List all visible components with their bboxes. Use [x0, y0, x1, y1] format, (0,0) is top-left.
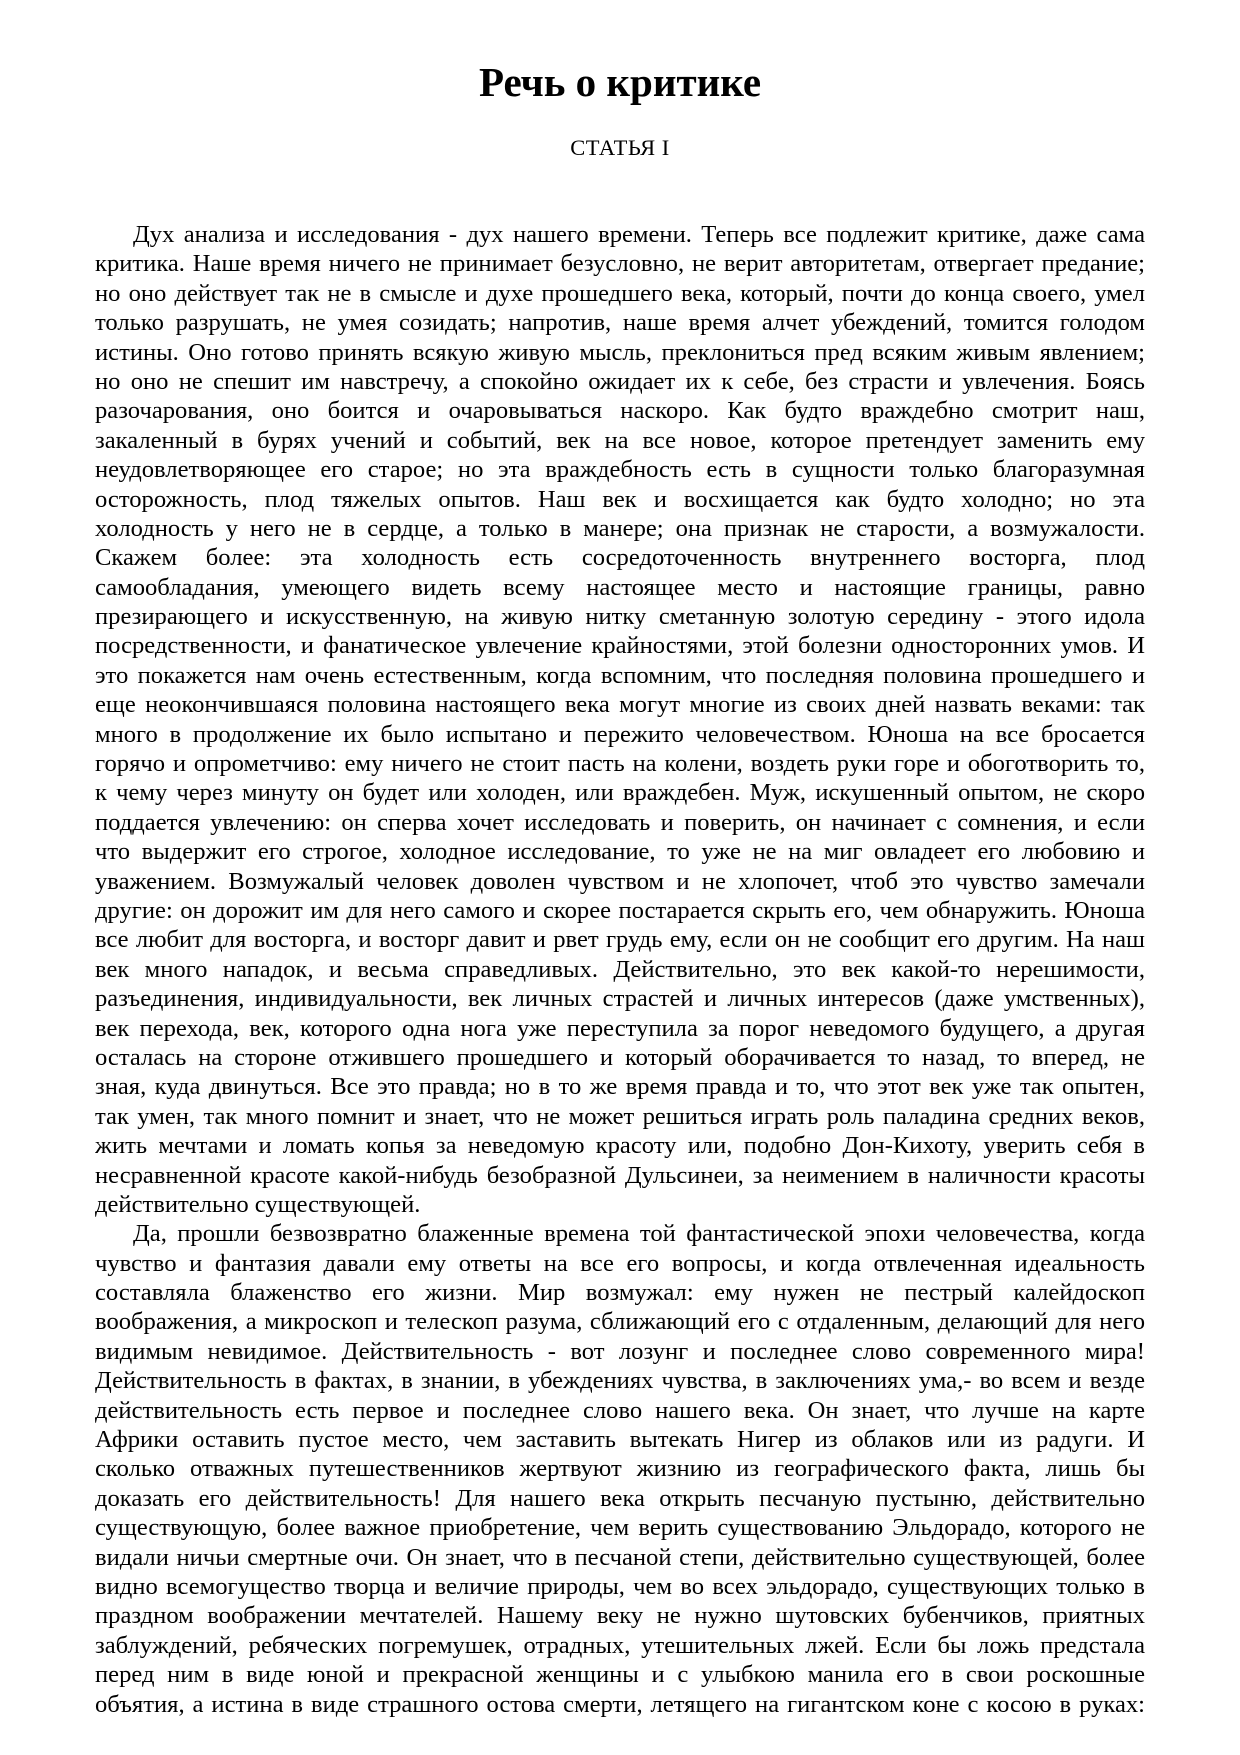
text-line: видимым невидимое. Действительность - вот лозунг и последнее слово современного мира!	[95, 1337, 1145, 1365]
text-line: Скажем более: эта холодность есть сосредоточенность внутреннего восторга, плод	[95, 544, 1145, 572]
text-line: закаленный в бурях учений и событий, век на все новое, которое претендует заменить ему	[95, 426, 1145, 454]
text-line: Дух анализа и исследования - дух нашего времени. Теперь все подлежит критике, даже сама	[133, 221, 1145, 248]
text-line: составляла блаженство его жизни. Мир возмужал: ему нужен не пестрый калейдоскоп	[95, 1279, 1145, 1307]
text-line: все любит для восторга, и восторг давит и рвет грудь ему, если он не сообщит его другим. На наш	[95, 926, 1145, 954]
text-line: но оно действует так не в смысле и духе прошедшего века, который, почти до конца своего, умел	[95, 279, 1145, 307]
text-line: еще неокончившаяся половина настоящего века могут многие из своих дней назвать веками: так	[95, 691, 1145, 719]
text-line: доказать его действительность! Для нашего века открыть песчаную пустыню, действительно	[95, 1484, 1145, 1512]
text-line: век много нападок, и весьма справедливых. Действительно, это век какой-то нерешимости,	[95, 955, 1145, 983]
text-line: Африки оставить пустое место, чем заставить вытекать Нигер из облаков или из радуги. И	[95, 1426, 1145, 1454]
text-line: объятия, а истина в виде страшного остова смерти, летящего на гигантском коне с косою в руках:	[95, 1690, 1145, 1718]
text-line: осталась на стороне отжившего прошедшего и который оборачивается то назад, то вперед, не	[95, 1043, 1145, 1071]
text-line: зная, куда двинуться. Все это правда; но в то же время правда и то, что этот век уже так опытен,	[95, 1073, 1145, 1101]
page-title: Речь о критике	[478, 59, 762, 105]
text-line: уважением. Возмужалый человек доволен чувством и не хлопочет, чтоб это чувство замечали	[95, 867, 1145, 895]
text-line: самообладания, умеющего видеть всему настоящее место и настоящие границы, равно	[95, 573, 1145, 601]
text-line: существующую, более важное приобретение, чем верить существованию Эльдорадо, которого не	[95, 1514, 1145, 1542]
text-line: неудовлетворяющее его старое; но эта враждебность есть в сущности только благоразумная	[95, 456, 1145, 484]
text-line: сколько отважных путешественников жертвуют жизнию из географического факта, лишь бы	[95, 1455, 1145, 1483]
text-line: к чему через минуту он будет или холоден, или враждебен. Муж, искушенный опытом, не скоро	[95, 779, 1145, 807]
text-line: много в продолжение их было испытано и пережито человечеством. Юноша на все бросается	[95, 720, 1145, 748]
text-line: заблуждений, ребяческих погремушек, отрадных, утешительных лжей. Если бы ложь предстала	[95, 1631, 1145, 1659]
text-line: Действительность в фактах, в знании, в убеждениях чувства, в заключениях ума,- во всем и везде	[95, 1367, 1145, 1395]
text-line: воображения, а микроскоп и телескоп разума, сближающий его с отдаленным, делающий для него	[95, 1308, 1145, 1336]
text-line: век перехода, век, которого одна нога уже переступила за порог неведомого будущего, а другая	[95, 1014, 1145, 1042]
text-line: что выдержит его строгое, холодное исследование, то уже не на миг овладеет его любовию и	[95, 838, 1145, 866]
text-line: видали ничьи смертные очи. Он знает, что в песчаной степи, действительно существующей, более	[95, 1543, 1145, 1571]
text-line: несравненной красоте какой-нибудь безобразной Дульсинеи, за неимением в наличности красоты	[95, 1161, 1145, 1189]
text-line: только разрушать, не умея созидать; напротив, наше время алчет убеждений, томится голодом	[95, 309, 1145, 337]
text-line: Да, прошли безвозвратно блаженные времена той фантастической эпохи человечества, когда	[133, 1220, 1145, 1248]
text-line: посредственности, и фанатическое увлечение крайностями, этой болезни односторонних умов. И	[95, 632, 1145, 660]
text-line: осторожность, плод тяжелых опытов. Наш век и восхищается как будто холодно; но эта	[95, 485, 1145, 513]
text-line: видно всемогущество творца и величие природы, чем во всех эльдорадо, существующих только в	[95, 1572, 1145, 1600]
text-line: разъединения, индивидуальности, век личных страстей и личных интересов (даже умственных),	[95, 985, 1145, 1013]
text-line: другие: он дорожит им для него самого и скорее постарается скрыть его, чем обнаружить. Юноша	[95, 896, 1145, 924]
text-line: чувство и фантазия давали ему ответы на все его вопросы, и когда отвлеченная идеальность	[95, 1249, 1145, 1277]
text-line: это покажется нам очень естественным, когда вспомним, что последняя половина прошедшего и	[95, 661, 1145, 689]
text-line: критика. Наше время ничего не принимает безусловно, не верит авторитетам, отвергает предание;	[95, 250, 1145, 278]
article-body	[95, 220, 1145, 1719]
text-line: поддается увлечению: он сперва хочет исследовать и поверить, он начинает с сомнения, и если	[95, 808, 1145, 836]
text-line: действительность есть первое и последнее слово нашего века. Он знает, что лучше на карте	[95, 1396, 1145, 1424]
text-line: презирающего и искусственную, на живую нитку сметанную золотую середину - этого идола	[95, 603, 1145, 631]
text-line: так умен, так много помнит и знает, что не может решиться играть роль паладина средних веков,	[95, 1102, 1145, 1130]
text-line: действительно существующей.	[95, 1190, 421, 1218]
text-line: истины. Оно готово принять всякую живую мысль, преклониться пред всяким живым явлением;	[95, 338, 1145, 366]
text-line: жить мечтами и ломать копья за неведомую красоту или, подобно Дон-Кихоту, уверить себя в	[95, 1132, 1145, 1160]
text-line: холодность у него не в сердце, а только в манере; она признак не старости, а возмужалости.	[95, 514, 1145, 542]
text-line: праздном воображении мечтателей. Нашему веку не нужно шутовских бубенчиков, приятных	[95, 1602, 1145, 1630]
text-line: разочарования, оно боится и очаровываться наскоро. Как будто враждебно смотрит наш,	[95, 397, 1145, 425]
article-subtitle: СТАТЬЯ I	[570, 135, 670, 160]
text-line: но оно не спешит им навстречу, а спокойно ожидает их к себе, без страсти и увлечения. Боясь	[95, 367, 1145, 395]
text-line: горячо и опрометчиво: ему ничего не стоит пасть на колени, воздеть руки горе и обоготворить то,	[95, 750, 1145, 778]
text-line: перед ним в виде юной и прекрасной женщины и с улыбкою манила его в свои роскошные	[95, 1661, 1145, 1689]
